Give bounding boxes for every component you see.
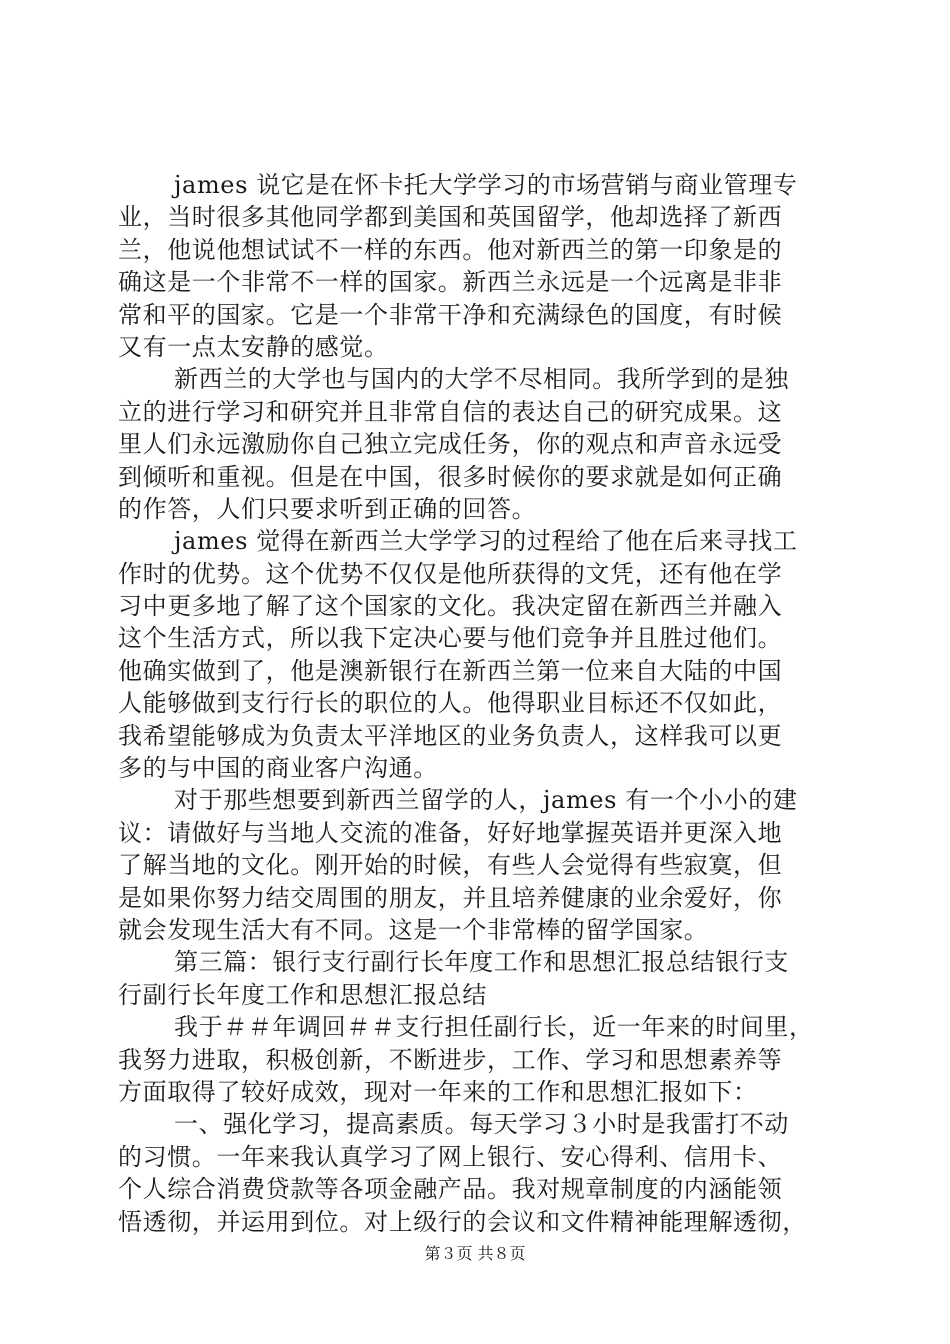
paragraph-line: 这个生活方式，所以我下定决心要与他们竞争并且胜过他们。 bbox=[118, 624, 783, 653]
section-heading-line: 第三篇：银行支行副行长年度工作和思想汇报总结银行支 bbox=[174, 948, 789, 977]
paragraph-line: 我希望能够成为负责太平洋地区的业务负责人，这样我可以更 bbox=[118, 721, 783, 750]
paragraph-line: 多的与中国的商业客户沟通。 bbox=[118, 754, 438, 783]
paragraph-line: 的习惯。一年来我认真学习了网上银行、安心得利、信用卡、 bbox=[118, 1142, 783, 1171]
document-body bbox=[118, 169, 834, 1238]
page-number-footer: 第３页 共８页 bbox=[424, 1244, 526, 1263]
paragraph-line: 个人综合消费贷款等各项金融产品。我对规章制度的内涵能领 bbox=[118, 1175, 783, 1204]
paragraph-line: 业，当时很多其他同学都到美国和英国留学，他却选择了新西 bbox=[118, 203, 783, 232]
paragraph-line: james 说它是在怀卡托大学学习的市场营销与商业管理专 bbox=[174, 171, 798, 199]
paragraph-line: 人能够做到支行行长的职位的人。他得职业目标还不仅如此， bbox=[118, 689, 783, 718]
paragraph-line: 悟透彻，并运用到位。对上级行的会议和文件精神能理解透彻， bbox=[118, 1207, 807, 1236]
section-heading-line: 行副行长年度工作和思想汇报总结 bbox=[118, 980, 487, 1009]
paragraph-line: james 觉得在新西兰大学学习的过程给了他在后来寻找工 bbox=[174, 527, 798, 556]
paragraph-line: 对于那些想要到新西兰留学的人，james 有一个小小的建 bbox=[174, 786, 798, 815]
paragraph-line: 一、强化学习，提高素质。每天学习３小时是我雷打不动 bbox=[174, 1110, 789, 1139]
paragraph-line: 我于＃＃年调回＃＃支行担任副行长，近一年来的时间里， bbox=[174, 1013, 814, 1042]
paragraph-line: 习中更多地了解了这个国家的文化。我决定留在新西兰并融入 bbox=[118, 592, 783, 621]
paragraph-line: 了解当地的文化。刚开始的时候，有些人会觉得有些寂寞，但 bbox=[118, 851, 783, 880]
paragraph-line: 又有一点太安静的感觉。 bbox=[118, 332, 389, 361]
paragraph-line: 里人们永远激励你自己独立完成任务，你的观点和声音永远受 bbox=[118, 430, 783, 459]
paragraph-line: 新西兰的大学也与国内的大学不尽相同。我所学到的是独 bbox=[174, 365, 789, 394]
paragraph-line: 是如果你努力结交周围的朋友，并且培养健康的业余爱好，你 bbox=[118, 883, 783, 912]
paragraph-line: 议：请做好与当地人交流的准备，好好地掌握英语并更深入地 bbox=[118, 818, 783, 847]
paragraph-line: 常和平的国家。它是一个非常干净和充满绿色的国度，有时候 bbox=[118, 300, 783, 329]
paragraph-line: 兰，他说他想试试不一样的东西。他对新西兰的第一印象是的 bbox=[118, 235, 783, 264]
paragraph-line: 的作答，人们只要求听到正确的回答。 bbox=[118, 494, 537, 523]
paragraph-line: 他确实做到了，他是澳新银行在新西兰第一位来自大陆的中国 bbox=[118, 656, 783, 685]
paragraph-line: 立的进行学习和研究并且非常自信的表达自己的研究成果。这 bbox=[118, 397, 783, 426]
paragraph-line: 作时的优势。这个优势不仅仅是他所获得的文凭，还有他在学 bbox=[118, 559, 783, 588]
paragraph-line: 确这是一个非常不一样的国家。新西兰永远是一个远离是非非 bbox=[118, 268, 783, 297]
paragraph-line: 方面取得了较好成效，现对一年来的工作和思想汇报如下： bbox=[118, 1077, 758, 1106]
paragraph-line: 我努力进取，积极创新，不断进步，工作、学习和思想素养等 bbox=[118, 1045, 783, 1074]
paragraph-line: 就会发现生活大有不同。这是一个非常棒的留学国家。 bbox=[118, 915, 709, 944]
paragraph-line: 到倾听和重视。但是在中国，很多时候你的要求就是如何正确 bbox=[118, 462, 783, 491]
